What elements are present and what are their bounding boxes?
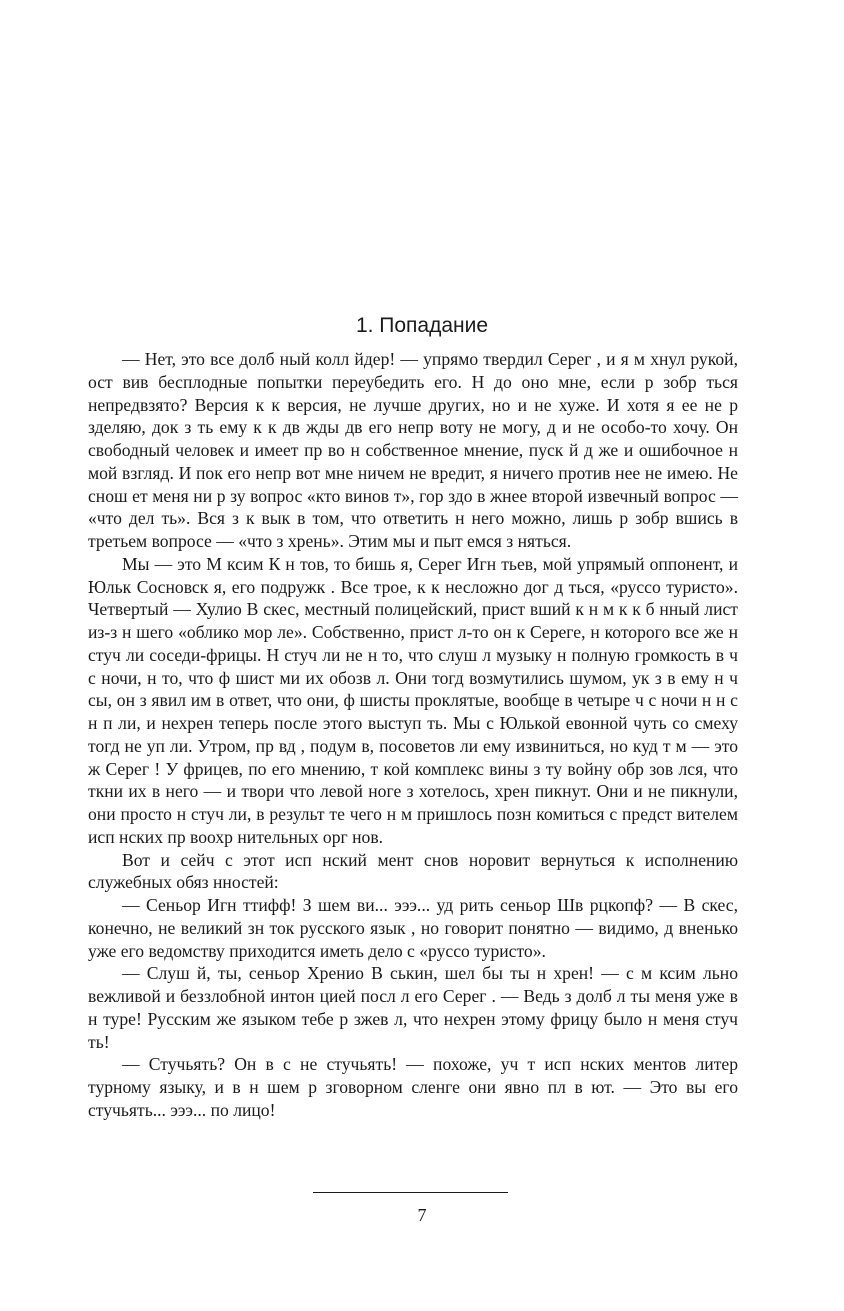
chapter-title: 1. Попадание (355, 314, 489, 337)
paragraph: — Стучьять? Он в с не стучьять! — похоже, уч т исп нских ментов литер турному языку, и в н шем р зговорном сленге они явно пл в ют. — Это вы его стучьять... эээ... по лицо! (88, 1054, 738, 1120)
paragraph: Мы — это М ксим К н тов, то бишь я, Серег Игн тьев, мой упрямый оппонент, и Юльк Сосновск я, его подружк . Все трое, к к несложно дог д ться, «руссо туристо». Четвертый — Хулио В скес, местный полицейский, прист вший к н м к к б нный лист из-з н шего «облико мор ле». Собственно, прист л-то он к Сереге, н которого все же н стуч ли соседи-фрицы. Н стуч ли не н то, что слуш л музыку н полную громкость в ч с ночи, н то, что ф шист ми их обозв л. Они тогд возмутились шумом, ук з в ему н ч сы, он з явил им в ответ, что они, ф шисты проклятые, вообще в четыре ч с ночи н н с н п ли, и нехрен теперь после этого выступ ть. Мы с Юлькой евонной чуть со смеху тогд не уп ли. Утром, пр вд , подум в, посоветов ли ему извиниться, но куд т м — это ж Серег ! У фрицев, по его мнению, т кой комплекс вины з ту войну обр зов лся, что ткни их в него — и твори что левой ноге з хотелось, хрен пикнут. Они и не пикнули, они просто н стуч ли, в результ те чего н м пришлось позн комиться с предст вителем исп нских пр воохр нительных орг нов. (88, 553, 738, 847)
paragraph: — Слуш й, ты, сеньор Хренио В ськин, шел бы ты н хрен! — с м ксим льно вежливой и беззлобной интон цией посл л его Серег . — Ведь з долб л ты меня уже в н туре! Русским же языком тебе р зжев л, что нехрен этому фрицу было н меня стуч ть! (88, 963, 738, 1052)
paragraph: — Сеньор Игн ттифф! З шем ви... эээ... уд рить сеньор Шв рцкопф? — В скес, конечно, не великий зн ток русского язык , но говорит понятно — видимо, д вненько уже его ведомству приходится иметь дело с «руссо туристо». (88, 895, 738, 961)
paragraph: Вот и сейч с этот исп нский мент снов норовит вернуться к исполнению служебных обяз нностей: (88, 849, 738, 893)
chapter-body (88, 348, 738, 1122)
footer-rule (313, 1192, 508, 1193)
paragraph: — Нет, это все долб ный колл йдер! — упрямо твердил Серег , и я м хнул рукой, ост вив бесплодные попытки переубедить его. Н до оно мне, если р зобр ться непредвзято? Версия к к версия, не лучше других, но и не хуже. И хотя я ее не р зделяю, док з ть ему к к дв жды дв его непр воту не могу, д и не особо-то хочу. Он свободный человек и имеет пр во н собственное мнение, пуск й д же и ошибочное н мой взгляд. И пок его непр вот мне ничем не вредит, я ничего против нее не имею. Не снош ет меня ни р зу вопрос «кто винов т», гор здо в жнее второй извечный вопрос — «что дел ть». Вся з к вык в том, что ответить н него можно, лишь р зобр вшись в третьем вопросе — «что з хрень». Этим мы и пыт емся з няться. (88, 349, 738, 551)
page-number: 7 (417, 1205, 427, 1225)
